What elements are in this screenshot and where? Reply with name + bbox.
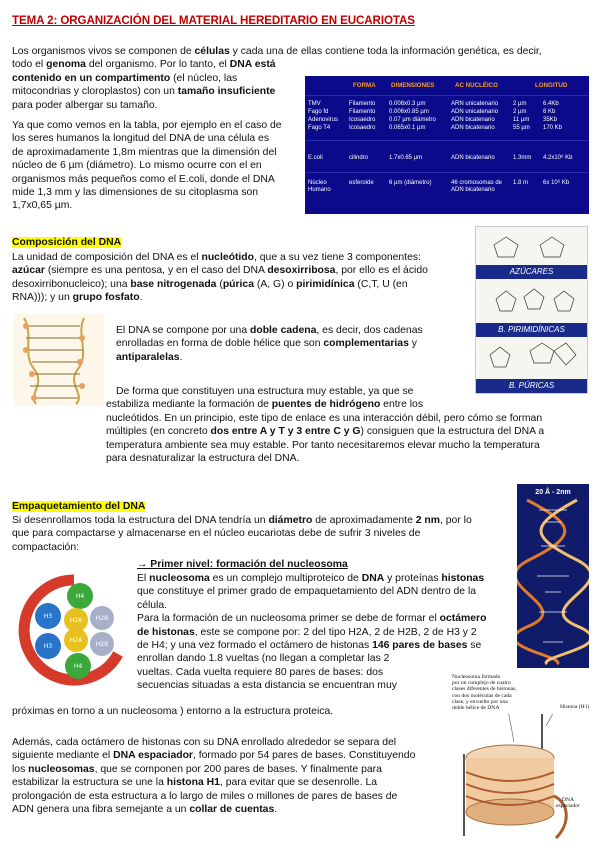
histone-label: H2B (95, 615, 109, 622)
intro-paragraph-2: Ya que como vemos en la tabla, por ejemplo en el caso de los seres humanos la longitud del DNA de una célula es de aproximadamente 1,8m mientras que la dimensión del núcleo de 6 µm (diámetro). Lo mismo ocurre con el en organismos más pequeños como el E.coli, donde el DNA mide 1,3 mm y las dimensiones de su citoplasma son 1,7x0,65 µm. (12, 120, 282, 212)
table-cell: 170 Kb (543, 125, 563, 131)
intro-paragraph: Los organismos vivos se componen de células y cada una de ellas contiene toda la información genética, es decir, todo el genoma del organismo. Por lo tanto, el DNA está contenido en un compartimento (el núcleo, las mitocondrias y cloroplastos) con un tamaño insuficiente para poder albergar su tamaño. (12, 46, 542, 111)
nucleosome-caption: Nucleosoma formado por un complejo de cuatro clases diferentes de histonas, con dos moléculas de cada clase, y envuelto por una doble hélice de DNA (452, 674, 517, 712)
histone-label: H3 (43, 643, 53, 650)
table-cell: ADN unicatenario (451, 109, 499, 115)
table-cell: 1.8 m (513, 180, 529, 186)
table-cell: E.coli (308, 155, 323, 161)
pirimidinicas-label: B. PIRIMIDÍNICAS (476, 323, 587, 337)
table-cell: Núcleo Humano (308, 180, 331, 193)
nucleosoma-paragraph: El nucleosoma es un complejo multiproteico de DNA y proteínas histonas que constituye el primer grado de empaquetamiento del ADN dentro de la célula. Para la formación de un nucleosoma primer se debe de formar el octámero de histonas, este se compone por: 2 del tipo H2A, 2 de H2B, 2 de H3 y 2 de H4; y una vez formado el octámero de histonas 146 pares de bases se enrollan dando 1.8 vueltas (no llegan a completar las 2 vueltas. Cada vuelta requiere 80 pares de bases: dos secuencias situadas a esta distancia se encuentran muy (137, 573, 487, 692)
table-cell: ADN bicatenario (451, 117, 495, 123)
table-cell: cilindro (349, 155, 369, 161)
puricas-label: B. PÚRICAS (476, 379, 587, 393)
histone-label: H2A (69, 637, 83, 644)
table-cell: 2 µm (513, 109, 527, 115)
nucleosoma-paragraph-end: próximas en torno a un nucleosoma ) entorno a la estructura proteica. (12, 706, 334, 717)
table-cell: Icosaedro (349, 125, 376, 131)
histone-label: H4 (75, 593, 85, 600)
page-title: TEMA 2: ORGANIZACIÓN DEL MATERIAL HEREDITARIO EN EUCARIOTAS (12, 14, 415, 27)
table-cell: 2 µm (513, 101, 527, 107)
final-paragraph: Además, cada octámero de histonas con su DNA enrollado alrededor se separa del siguiente mediante el DNA espaciador, formado por 54 pares de bases. Constituyendo los nucleosomas, que se componen por 200 pares de bases. Y finalmente para estabilizar la estructura se une la histona H1, para evitar que se desenrolle. La prolongación de esta estructura a lo largo de miles o millones de pares de bases de ADN genera una fibra semejante a un collar de cuentas. (12, 737, 416, 816)
histone-label: H2B (95, 641, 109, 648)
nivel-1-heading: → Primer nivel: formación del nucleosoma (137, 559, 348, 570)
table-cell: Icosaedro (349, 117, 376, 123)
table-cell: 11 µm (513, 117, 530, 123)
histone-label: H2A (69, 617, 83, 624)
table-cell: 0.07 µm diámetro (389, 117, 436, 123)
histone-label: H4 (73, 663, 83, 670)
table-cell: 6 Kb (543, 109, 556, 115)
table-cell: 1.7x0.65 µm (389, 155, 423, 161)
table-cell: Fago T4 (308, 125, 331, 131)
table-cell: Fago fd (308, 109, 329, 115)
section-heading-empaquetamiento: Empaquetamiento del DNA (12, 501, 146, 512)
table-cell: 35Kb (543, 117, 558, 123)
table-header: FORMA (353, 82, 376, 89)
table-cell: ADN bicatenario (451, 155, 495, 161)
nucleotide-components-figure (475, 226, 588, 394)
table-cell: TMV (308, 101, 321, 107)
section-heading-composicion: Composición del DNA (12, 237, 122, 248)
table-cell: 0.065x0.1 µm (389, 125, 426, 131)
table-cell: 0.006x0.85 µm (389, 109, 429, 115)
table-cell: ARN unicatenario (451, 101, 499, 107)
histone-octamer-image (18, 572, 130, 690)
table-cell: 6x 10⁶ Kb (543, 180, 570, 186)
table-header: LONGITUD (535, 82, 568, 89)
table-cell: Filamento (349, 101, 376, 107)
table-cell: 6.4Kb (543, 101, 559, 107)
histona-h1-label: Histona (H1) (560, 704, 590, 710)
nucleosome-diagram (460, 714, 592, 844)
table-cell: 4.2x10⁶ Kb (543, 155, 573, 161)
table-cell: esferoide (349, 180, 374, 186)
table-cell: 1.3mm (513, 155, 532, 161)
organism-size-table (305, 76, 589, 214)
table-cell: 0.008x0.3 µm (389, 101, 426, 107)
helix-width-label: 20 Å - 2nm (535, 489, 571, 496)
table-cell: Adenovirus (308, 117, 339, 123)
histone-label: H3 (43, 613, 53, 620)
dna-helix-image (517, 484, 589, 668)
azucares-label: AZÚCARES (476, 265, 587, 279)
composicion-paragraph: La unidad de composición del DNA es el nucleótido, que a su vez tiene 3 componentes: azúcar (siempre es una pentosa, y en el caso del DNA desoxirribosa, por ello es el ácido desoxirribonucleico); una base nitrogenada (púrica (A, G) o pirimidínica (C,T, U (en RNA))); y un grupo fosfato. (12, 252, 428, 304)
table-header: AC NUCLÉICO (455, 82, 498, 89)
table-cell: Filamento (349, 109, 376, 115)
table-cell: 6 µm (diámetro) (389, 180, 432, 186)
estabilidad-paragraph: De forma que constituyen una estructura muy estable, ya que se estabiliza mediante la formación de puentes de hidrógeno entre los nucleótidos. En un principio, este tipo de enlace es una interacción débil, pero cómo se forman múltiples (en concreto dos entre A y T y 3 entre C y G) consiguen que la estructura del DNA a temperatura ambiente sea muy estable. Por tanto necesitaremos elevar mucho la temperatura para desnaturalizar la estructura del DNA. (106, 386, 545, 465)
table-cell: 46 cromosomas de ADN bicatenario (451, 180, 503, 193)
table-cell: 55 µm (513, 125, 530, 131)
doble-cadena-paragraph: El DNA se compone por una doble cadena, es decir, dos cadenas enrolladas en forma de doble hélice que son complementarias y antiparalelas. (116, 325, 423, 363)
empaquetamiento-paragraph: Si desenrollamos toda la estructura del DNA tendría un diámetro de aproximadamente 2 nm, por lo que para compactarse y almacenarse en el núcleo eucariotas debe de sufrir 3 niveles de compactación: (12, 515, 472, 553)
dna-espaciador-label: DNA espaciador (556, 797, 580, 810)
table-cell: ADN bicatenario (451, 125, 495, 131)
dna-ladder-image (14, 314, 104, 406)
table-header: DIMENSIONES (391, 82, 435, 89)
